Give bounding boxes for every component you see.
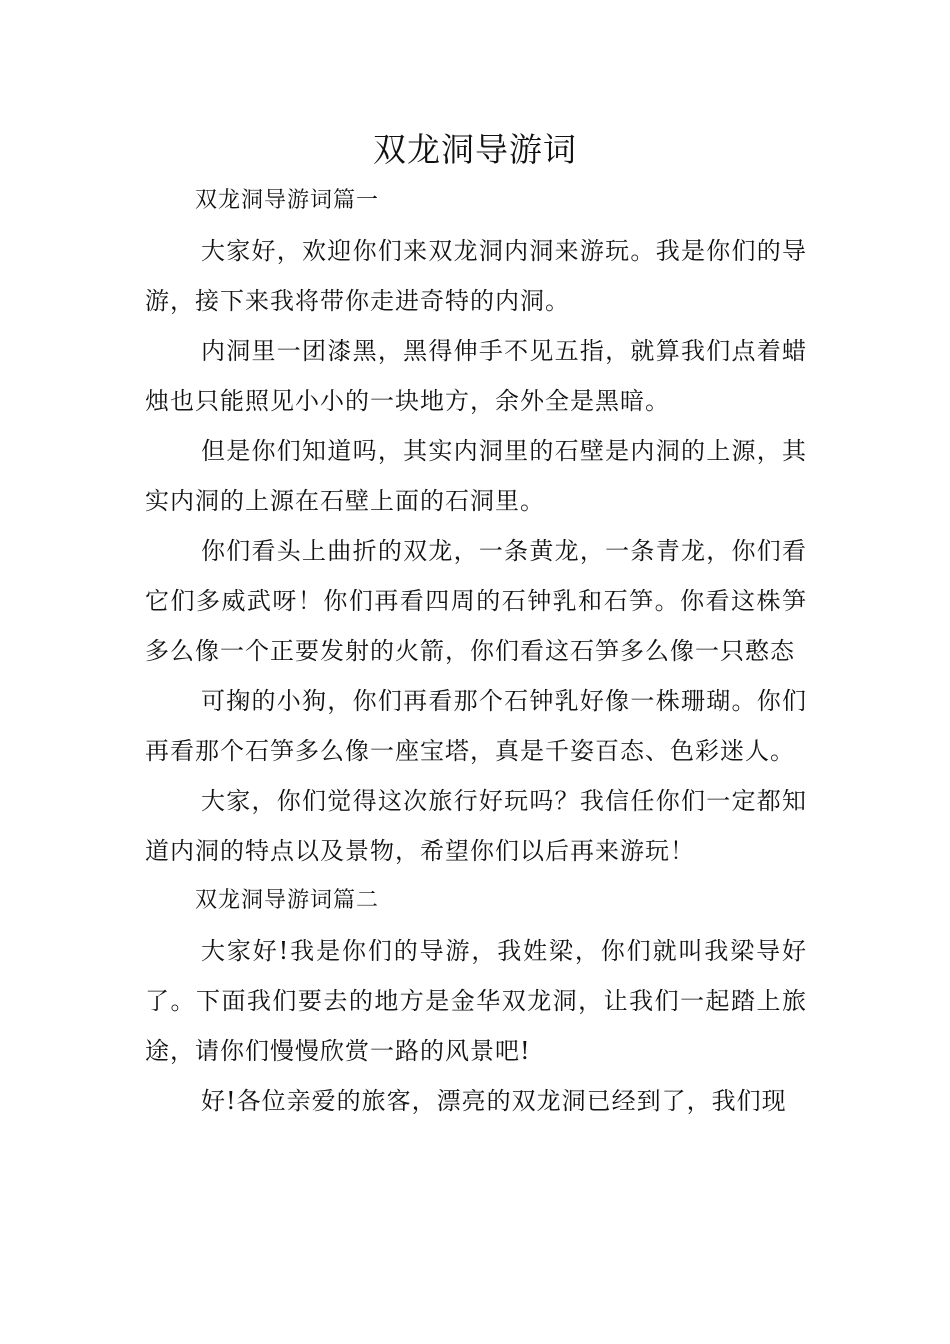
paragraph-intro-2: 大家好!我是你们的导游，我姓梁，你们就叫我梁导好了。下面我们要去的地方是金华双龙洞，让我们一起踏上旅途，请你们慢慢欣赏一路的风景吧! [145, 937, 807, 1065]
paragraph-greeting: 大家好，欢迎你们来双龙洞内洞来游玩。我是你们的导游，接下来我将带你走进奇特的内洞。 [145, 237, 807, 315]
paragraph-darkness: 内洞里一团漆黑，黑得伸手不见五指，就算我们点着蜡烛也只能照见小小的一块地方，余外全是黑暗。 [145, 337, 807, 415]
document-body [145, 176, 807, 1126]
paragraph-closing: 大家，你们觉得这次旅行好玩吗？我信任你们一定都知道内洞的特点以及景物，希望你们以后再来游玩！ [145, 787, 807, 865]
paragraph-dragons: 你们看头上曲折的双龙，一条黄龙，一条青龙，你们看它们多威武呀！你们再看四周的石钟乳和石笋。你看这株笋多么像一个正要发射的火箭，你们看这石笋多么像一只憨态 [145, 537, 807, 665]
section-heading-2: 双龙洞导游词篇二 [195, 888, 380, 913]
paragraph-stalactites: 可掬的小狗，你们再看那个石钟乳好像一株珊瑚。你们再看那个石笋多么像一座宝塔，真是千姿百态、色彩迷人。 [145, 687, 807, 765]
paragraph-source: 但是你们知道吗，其实内洞里的石壁是内洞的上源，其实内洞的上源在石壁上面的石洞里。 [145, 437, 807, 515]
document-title: 双龙洞导游词 [373, 130, 577, 169]
section-heading-1: 双龙洞导游词篇一 [195, 188, 380, 213]
paragraph-arrival: 好!各位亲爱的旅客，漂亮的双龙洞已经到了，我们现 [201, 1087, 787, 1115]
